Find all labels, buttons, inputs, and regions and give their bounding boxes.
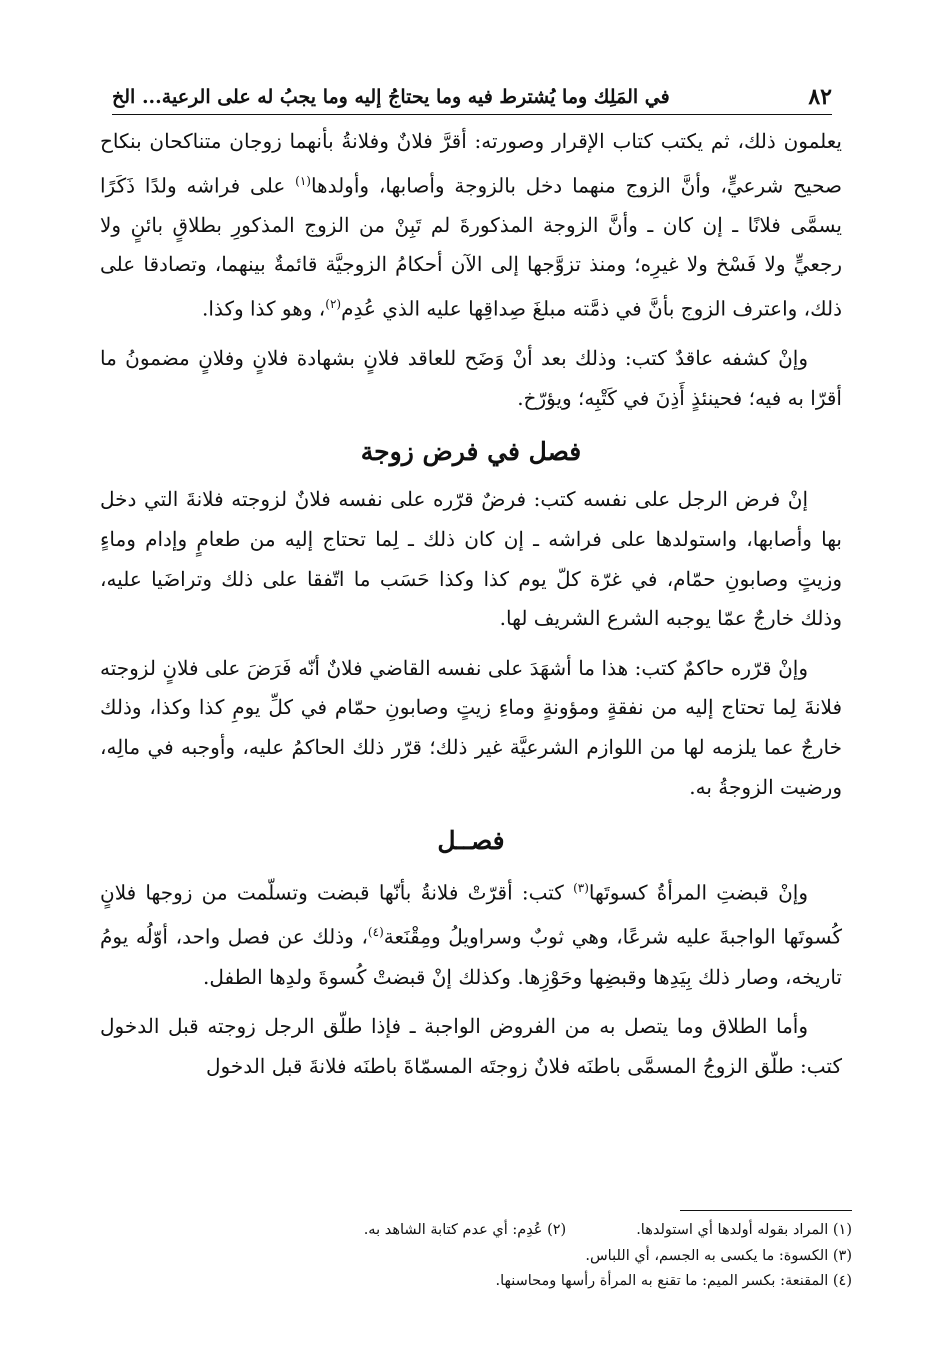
paragraph bbox=[100, 869, 842, 997]
footnote-ref: (٤) bbox=[367, 925, 384, 940]
footnote: (٤) المقنعة: بكسر الميم: ما تقنع به المرأة رأسها ومحاسنها. bbox=[495, 1273, 852, 1289]
paragraph: وإنْ قرّره حاكمٌ كتب: هذا ما أشهَدَ على نفسه القاضي فلانٌ أنّه فَرَضَ على فلانٍ لزوجته فلانةَ لِما تحتاج إليه من نفقةٍ ومؤونةٍ وماءِ زيتٍ وصابونِ حمّام في كلِّ يومِ كذا وكذا، وذلك خارجٌ عما يلزمه لها من اللوازم الشرعيَّة غير ذلك؛ قرّر ذلك الحاكمُ عليه، وأوجبه في مالِه، ورضيت الزوجةُ به. bbox=[100, 655, 842, 799]
footnote-ref: (١) bbox=[295, 173, 311, 188]
paragraph-text: على فراشه ولدًا ذَكَرًا يسمَّى فلانًا ـ إن كان ـ وأنَّ الزوجة المذكورةَ لم تَبِنْ من الزوج المذكورِ بطلاقٍ بائنٍ ولا رجعيٍّ ولا فَسْخ ولا غيرِه؛ ومنذ تزوَّجها إلى الآن أحكامُ الزوجيَّة قائمةٌ بينهما، وتصادقا على ذلك، واعترف الزوج بأنَّ في ذمَّته مبلغَ صِداقِها عليه الذي عُدِم bbox=[100, 173, 842, 321]
paragraph-text: ، وهو كذا وكذا. bbox=[202, 296, 326, 321]
main-text bbox=[100, 122, 842, 1097]
footnotes bbox=[112, 1218, 852, 1295]
paragraph-text: كتب: أقرّتْ فلانةُ بأنّها قبضت وتسلّمت من زوجها فلانٍ كُسوتَها الواجبةَ عليه شرعًا، وهي ثوبٌ وسراويلُ ومِقْنَعة bbox=[100, 880, 842, 950]
paragraph-text: ، وذلك عن فصل واحد، أوّلُه يومُ تاريخه، وصار ذلك بِيَدِها وقبضِها وحَوْزِها. وكذلك إنْ قبضتْ كُسوةَ ولدِها الطفل. bbox=[100, 925, 842, 989]
footnote: (٣) الكسوة: ما يكسى به الجسم، أي اللباس. bbox=[585, 1247, 852, 1264]
footnote-separator bbox=[680, 1210, 852, 1211]
running-header bbox=[112, 74, 832, 115]
footnote-row bbox=[112, 1218, 852, 1244]
footnote-ref: (٢) bbox=[325, 297, 342, 312]
paragraph: إنْ فرض الرجل على نفسه كتب: فرضٌ قرّره على نفسه فلانٌ لزوجته فلانةَ التي دخل بها وأصابها، واستولدها على فراشه ـ إن كان ذلك ـ لِما تحتاج إليه من طعامٍ وإدام وماءٍ وزيتٍ وصابونِ حمّام، في غرّة كلّ يوم كذا وكذا حَسَب ما اتّفقا على ذلك وتراضَيا عليه، وذلك خارجٌ عمّا يوجبه الشرع الشريف لها. bbox=[100, 487, 842, 631]
footnote-ref: (٣) bbox=[573, 881, 589, 896]
footnote: (٢) عُدِم: أي عدم كتابة الشاهد به. bbox=[363, 1222, 567, 1238]
paragraph: وأما الطلاق وما يتصل به من الفروض الواجبة ـ فإذا طلّق الرجل زوجته قبل الدخول كتب: طلّق الزوجُ المسمَّى باطنَه فلانٌ زوجتَه المسمّاةَ باطنَه فلانةَ قبل الدخول bbox=[100, 1014, 842, 1078]
paragraph: وإنْ كشفه عاقدٌ كتب: وذلك بعد أنْ وَضَح للعاقد فلانٍ بشهادة فلانٍ وفلانٍ مضمونُ ما أقرّا به فيه؛ فحينئذٍ أَذِنَ في كَتْبِه؛ ويؤرّخ. bbox=[100, 346, 842, 410]
paragraph bbox=[100, 122, 842, 329]
section-heading: فصــل bbox=[437, 826, 505, 856]
footnote: (١) المراد بقوله أولدها أي استولدها. bbox=[636, 1222, 852, 1238]
running-title: في المَلِك وما يُشترط فيه وما يحتاجُ إليه وما يجبُ له على الرعية... الخ bbox=[112, 86, 670, 108]
section-heading: فصل في فرض زوجة bbox=[360, 437, 582, 467]
paragraph-text: يعلمون ذلك، ثم يكتب كتاب الإقرار وصورته: أقرَّ فلانٌ وفلانةُ بأنهما زوجان متناكحان بنكاح صحيح شرعيٍّ، وأنَّ الزوج منهما دخل بالزوجة وأصابها، وأولدها bbox=[100, 129, 842, 198]
paragraph-text: وإنْ قبضتِ المرأةُ كسوتَها bbox=[588, 880, 808, 905]
page-number: ٨٢ bbox=[808, 84, 832, 110]
